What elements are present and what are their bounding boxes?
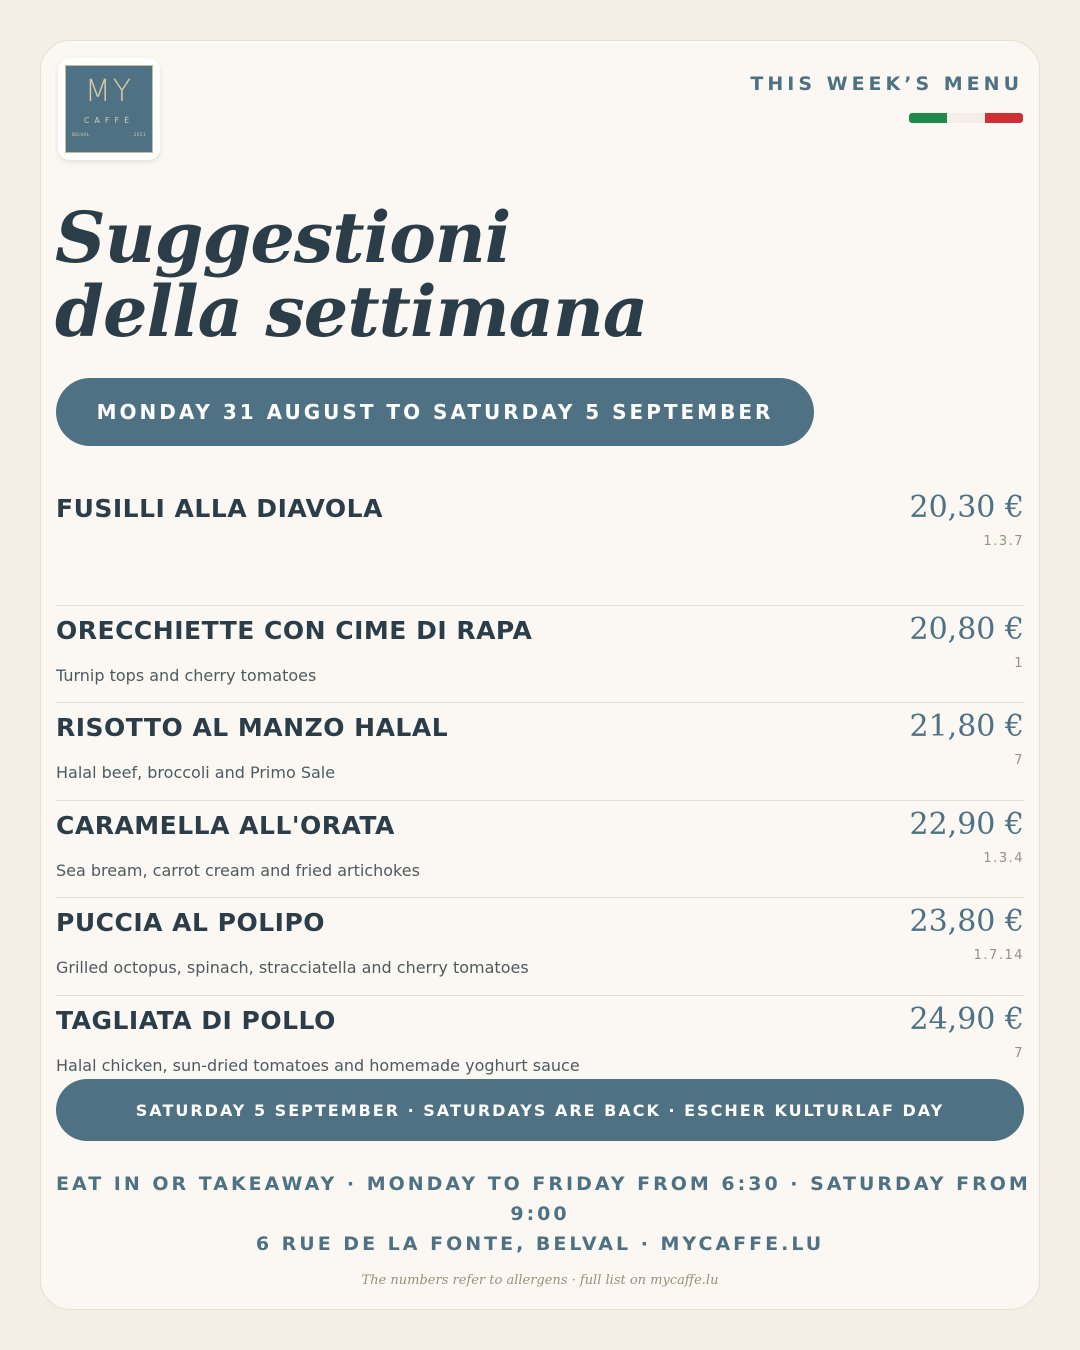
menu-item-allergens: 1 bbox=[1014, 656, 1024, 671]
menu-item bbox=[56, 606, 1024, 703]
flag-white bbox=[947, 113, 985, 123]
menu-item-allergens: 7 bbox=[1014, 753, 1024, 768]
info-line-2: 9:00 bbox=[510, 1203, 570, 1225]
menu-item bbox=[56, 898, 1024, 996]
logo-text: MY bbox=[84, 74, 134, 109]
menu-item-price: 22,90 € bbox=[909, 807, 1024, 842]
flag-green bbox=[909, 113, 947, 123]
flag-red bbox=[985, 113, 1023, 123]
menu-item-name: CARAMELLA ALL'ORATA bbox=[56, 811, 395, 840]
title-line-2: della settimana bbox=[55, 270, 648, 353]
menu-item-price: 20,80 € bbox=[909, 612, 1024, 647]
menu-item bbox=[56, 703, 1024, 801]
menu-item-price: 23,80 € bbox=[909, 904, 1024, 939]
menu-item-description: Turnip tops and cherry tomatoes bbox=[56, 666, 317, 685]
menu-item-name: RISOTTO AL MANZO HALAL bbox=[56, 713, 449, 742]
menu-item-price: 20,30 € bbox=[909, 490, 1024, 525]
menu-item-name: TAGLIATA DI POLLO bbox=[56, 1006, 336, 1035]
info-line-3: 6 RUE DE LA FONTE, BELVAL · MYCAFFE.LU bbox=[255, 1233, 825, 1255]
menu-item-name: PUCCIA AL POLIPO bbox=[56, 908, 326, 937]
logo-footer bbox=[72, 132, 146, 137]
menu-item-description: Sea bream, carrot cream and fried artichokes bbox=[56, 861, 420, 880]
week-label: THIS WEEK’S MENU bbox=[750, 73, 1023, 95]
date-range-banner: MONDAY 31 AUGUST TO SATURDAY 5 SEPTEMBER bbox=[56, 378, 814, 446]
italian-flag-icon bbox=[909, 113, 1023, 123]
event-banner: SATURDAY 5 SEPTEMBER · SATURDAYS ARE BACK · ESCHER KULTURLAF DAY bbox=[56, 1079, 1024, 1141]
title-line-1: Suggestioni bbox=[55, 196, 511, 279]
menu-item-allergens: 1.3.4 bbox=[983, 851, 1024, 866]
menu-item bbox=[56, 801, 1024, 898]
logo-subtext: CAFFÈ bbox=[83, 116, 135, 125]
opening-info bbox=[56, 1169, 1031, 1259]
allergen-footnote: The numbers refer to allergens · full list on mycaffe.lu bbox=[361, 1273, 719, 1288]
menu-item-name: ORECCHIETTE CON CIME DI RAPA bbox=[56, 616, 533, 645]
menu-card bbox=[40, 40, 1040, 1310]
logo-year: 2023 bbox=[133, 132, 146, 137]
menu-item-allergens: 1.3.7 bbox=[983, 534, 1024, 549]
menu-item-allergens: 7 bbox=[1014, 1046, 1024, 1061]
menu-item-name: FUSILLI ALLA DIAVOLA bbox=[56, 494, 383, 523]
logo-badge bbox=[65, 65, 153, 153]
info-line-1: EAT IN OR TAKEAWAY · MONDAY TO FRIDAY FROM 6:30 · SATURDAY FROM bbox=[56, 1173, 1031, 1195]
menu-item bbox=[56, 484, 1024, 606]
page-title bbox=[55, 196, 648, 353]
logo bbox=[58, 58, 160, 160]
menu-item-description: Halal beef, broccoli and Primo Sale bbox=[56, 763, 336, 782]
menu-item-description: Grilled octopus, spinach, stracciatella and cherry tomatoes bbox=[56, 958, 529, 977]
menu-item-price: 21,80 € bbox=[909, 709, 1024, 744]
menu-item-price: 24,90 € bbox=[909, 1002, 1024, 1037]
menu-item-description: Halal chicken, sun-dried tomatoes and homemade yoghurt sauce bbox=[56, 1056, 580, 1075]
logo-location: BELVAL bbox=[72, 132, 90, 137]
menu-item-allergens: 1.7.14 bbox=[973, 948, 1024, 963]
menu-list bbox=[56, 484, 1024, 1093]
